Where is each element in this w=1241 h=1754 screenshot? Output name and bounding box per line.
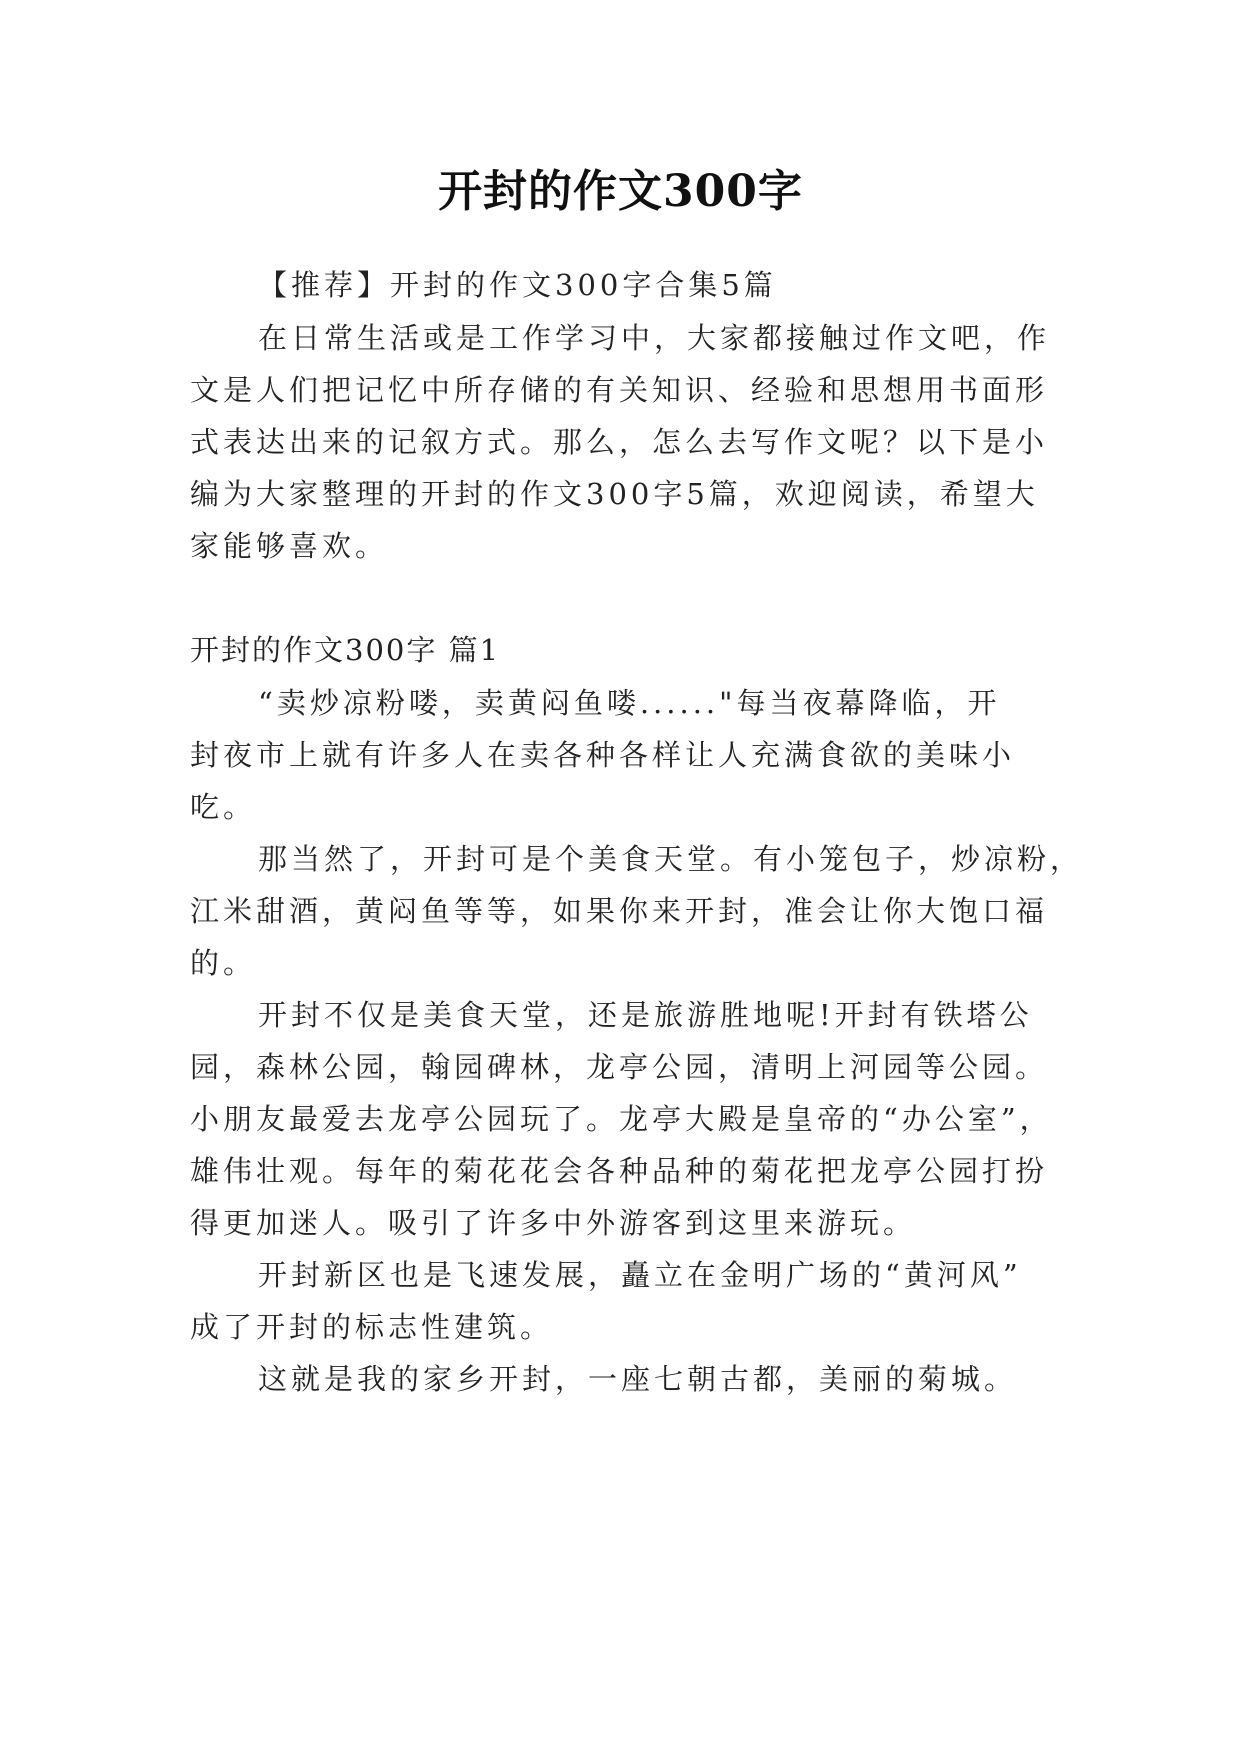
body-line: 江米甜酒，黄闷鱼等等，如果你来开封，准会让你大饱口福: [190, 894, 1049, 928]
body-line: 成了开封的标志性建筑。: [190, 1310, 554, 1344]
body-line: 得更加迷人。吸引了许多中外游客到这里来游玩。: [190, 1206, 917, 1240]
body-line: 吃。: [190, 790, 257, 824]
body-line: 小朋友最爱去龙亭公园玩了。龙亭大殿是皇帝的“办公室”，: [190, 1102, 1053, 1136]
page-title: 开封的作文300字: [438, 166, 803, 217]
section-heading: 开封的作文300字 篇1: [190, 633, 501, 667]
body-line: 雄伟壮观。每年的菊花花会各种品种的菊花把龙亭公园打扮: [190, 1154, 1049, 1188]
body-line: 园，森林公园，翰园碑林，龙亭公园，清明上河园等公园。: [190, 1050, 1049, 1084]
intro-line: 在日常生活或是工作学习中，大家都接触过作文吧，作: [258, 321, 1051, 355]
body-line: 的。: [190, 946, 257, 980]
body-line: 这就是我的家乡开封，一座七朝古都，美丽的菊城。: [258, 1362, 1018, 1396]
body-line: 那当然了，开封可是个美食天堂。有小笼包子，炒凉粉，: [258, 842, 1084, 876]
intro-line: 文是人们把记忆中所存储的有关知识、经验和思想用书面形: [190, 373, 1049, 407]
body-line: 封夜市上就有许多人在卖各种各样让人充满食欲的美味小: [190, 738, 1016, 772]
body-line: “卖炒凉粉喽，卖黄闷鱼喽......"每当夜幕降临，开: [258, 686, 1001, 720]
intro-line: 编为大家整理的开封的作文300字5篇，欢迎阅读，希望大: [190, 477, 1039, 511]
intro-line: 家能够喜欢。: [190, 529, 389, 563]
intro-line: 式表达出来的记叙方式。那么，怎么去写作文呢？以下是小: [190, 425, 1049, 459]
body-line: 开封不仅是美食天堂，还是旅游胜地呢!开封有铁塔公: [258, 998, 1033, 1032]
body-line: 开封新区也是飞速发展，矗立在金明广场的“黄河风”: [258, 1258, 1022, 1292]
recommend-line: 【推荐】开封的作文300字合集5篇: [258, 268, 777, 302]
